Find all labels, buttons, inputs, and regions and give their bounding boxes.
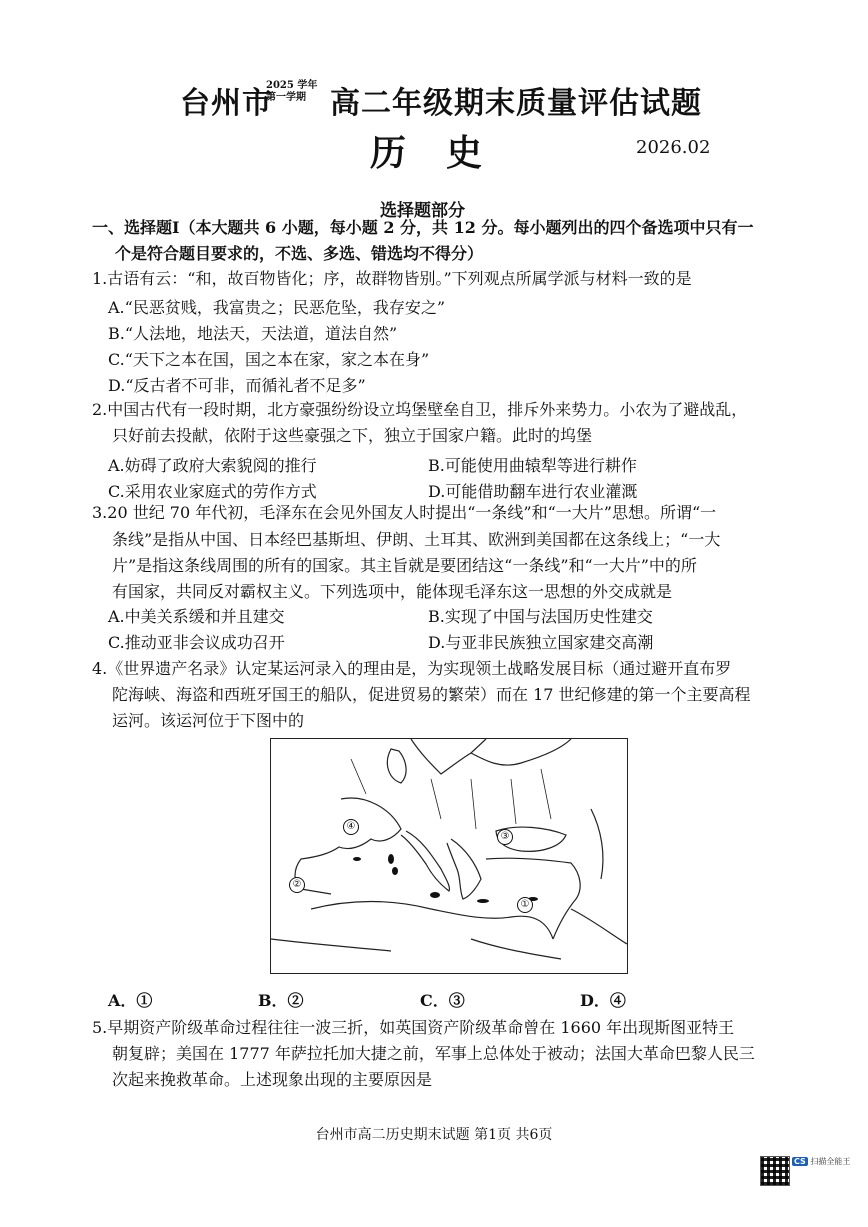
q5-stem-line3: 次起来挽救革命。上述现象出现的主要原因是 xyxy=(112,1070,433,1089)
part1-instructions-line1: 一、选择题Ⅰ（本大题共 6 小题，每小题 2 分，共 12 分。每小题列出的四个备选项中只有一 xyxy=(92,218,754,237)
term-year: 2025 学年 xyxy=(266,80,318,91)
q1-option-d[interactable]: D.“反古者不可非，而循礼者不足多” xyxy=(108,376,366,395)
section-title: 选择题部分 xyxy=(380,201,465,221)
q3-stem-line1: 3.20 世纪 70 年代初，毛泽东在会见外国友人时提出“一条线”和“一大片”思想。所谓“一 xyxy=(92,503,717,522)
q4-stem-line1: 4.《世界遗产名录》认定某运河录入的理由是，为实现领土战略发展目标（通过避开直布罗 xyxy=(92,659,732,678)
q1-stem: 1.古语有云：“和，故百物皆化；序，故群物皆别。”下列观点所属学派与材料一致的是 xyxy=(92,269,692,288)
q3-option-a[interactable]: A.中美关系缓和并且建交 xyxy=(108,607,285,626)
q4-stem-line3: 运河。该运河位于下图中的 xyxy=(112,711,305,730)
subject-title: 历史 xyxy=(370,132,523,174)
title-city: 台州市 xyxy=(180,86,273,121)
term-semester: 第一学期 xyxy=(266,92,306,103)
q3-stem-line3: 片”是指这条线周围的所有的国家。其主旨就是要团结这“一条线”和“一大片”中的所 xyxy=(112,556,697,575)
q2-stem-line1: 2.中国古代有一段时期，北方豪强纷纷设立坞堡壁垒自卫，排斥外来势力。小农为了避战乱， xyxy=(92,400,748,419)
q4-option-c[interactable]: C．③ xyxy=(420,991,465,1010)
part1-instructions-line2: 个是符合题目要求的，不选、多选、错选均不得分） xyxy=(115,244,484,263)
mediterranean-map xyxy=(270,738,628,974)
map-marker-3: ③ xyxy=(497,829,513,845)
q3-stem-line2: 条线”是指从中国、日本经巴基斯坦、伊朗、土耳其、欧洲到美国都在这条线上；“一大 xyxy=(112,530,721,549)
q2-option-d[interactable]: D.可能借助翻车进行农业灌溉 xyxy=(428,482,638,501)
q5-stem-line1: 5.早期资产阶级革命过程往往一波三折，如英国资产阶级革命曾在 1660 年出现斯图亚特王 xyxy=(92,1018,735,1037)
q4-option-d[interactable]: D．④ xyxy=(580,991,626,1010)
q1-option-b[interactable]: B.“人法地，地法天，天法道，道法自然” xyxy=(108,324,398,343)
scanner-badge: CS xyxy=(794,1157,806,1166)
q2-option-c[interactable]: C.采用农业家庭式的劳作方式 xyxy=(108,482,317,501)
qr-code-icon xyxy=(760,1156,790,1186)
q2-option-b[interactable]: B.可能使用曲辕犁等进行耕作 xyxy=(428,456,637,475)
title-main: 高二年级期末质量评估试题 xyxy=(330,86,702,121)
map-marker-4: ④ xyxy=(343,819,359,835)
q3-option-c[interactable]: C.推动亚非会议成功召开 xyxy=(108,633,285,652)
scanner-label: 扫描全能王 xyxy=(810,1157,851,1166)
q3-option-b[interactable]: B.实现了中国与法国历史性建交 xyxy=(428,607,653,626)
map-outline xyxy=(271,739,627,973)
scanner-watermark xyxy=(792,1156,850,1167)
map-marker-2: ② xyxy=(289,877,305,893)
exam-title xyxy=(0,78,868,121)
q1-option-a[interactable]: A.“民恶贫贱，我富贵之；民恶危坠，我存安之” xyxy=(108,298,446,317)
q4-option-a[interactable]: A．① xyxy=(108,991,153,1010)
q3-option-d[interactable]: D.与亚非民族独立国家建交高潮 xyxy=(428,633,654,652)
q4-option-b[interactable]: B．② xyxy=(258,991,304,1010)
q5-stem-line2: 朝复辟；美国在 1777 年萨拉托加大捷之前，军事上总体处于被动；法国大革命巴黎人民三 xyxy=(112,1044,755,1063)
q4-stem-line2: 陀海峡、海盗和西班牙国王的船队，促进贸易的繁荣）而在 17 世纪修建的第一个主要高程 xyxy=(112,685,751,704)
q2-option-a[interactable]: A.妨碍了政府大索貌阅的推行 xyxy=(108,456,317,475)
page-footer: 台州市高二历史期末试题 第1页 共6页 xyxy=(315,1127,553,1143)
q1-option-c[interactable]: C.“天下之本在国，国之本在家，家之本在身” xyxy=(108,350,430,369)
exam-date: 2026.02 xyxy=(636,137,711,158)
q3-stem-line4: 有国家，共同反对霸权主义。下列选项中，能体现毛泽东这一思想的外交成就是 xyxy=(112,582,673,601)
map-marker-1: ① xyxy=(517,897,533,913)
title-term xyxy=(266,80,317,104)
q2-stem-line2: 只好前去投献，依附于这些豪强之下，独立于国家户籍。此时的坞堡 xyxy=(112,426,593,445)
